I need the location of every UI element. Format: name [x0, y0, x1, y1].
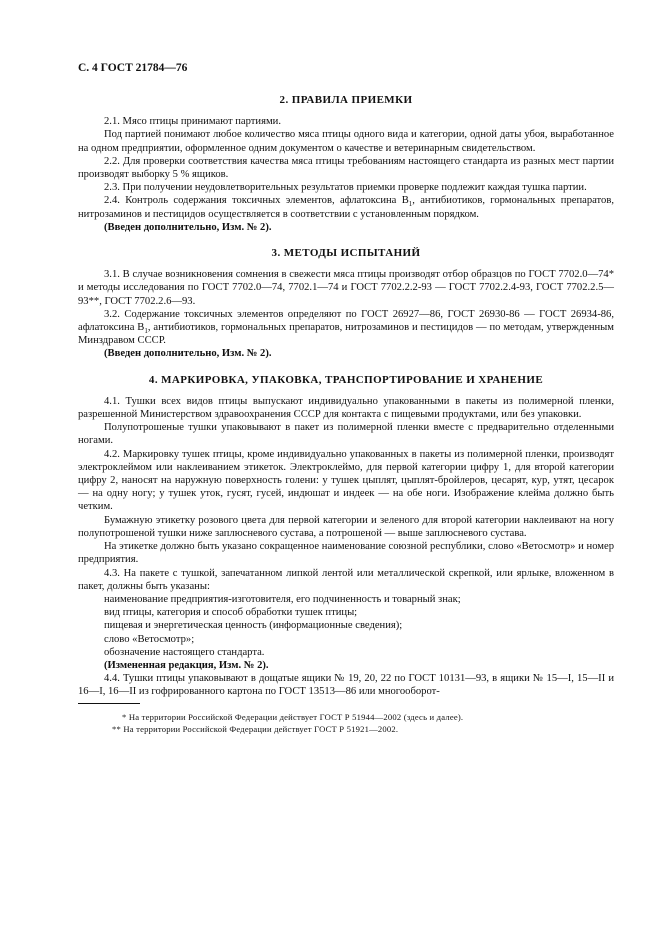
paragraph-2-4-part-b: , антибиотиков, гормональных препаратов, нитрозаминов и пестицидов осуществляется в соответствии с установленным порядком.	[78, 195, 614, 220]
amendment-note-4: (Измененная редакция, Изм. № 2).	[104, 659, 269, 671]
footnote-1: * На территории Российской Федерации действует ГОСТ Р 51944—2002 (здесь и далее).	[122, 711, 464, 722]
subscript-1: 1	[408, 200, 413, 209]
footnote-divider	[78, 703, 140, 704]
paragraph-4-1-half-gutted: Полупотрошеные тушки упаковывают в пакет из полимерной пленки вместе с предварительно отделенными ногами.	[78, 422, 614, 447]
paragraph-2-4-part-a: 2.4. Контроль содержания токсичных элементов, афлатоксина B	[104, 195, 409, 207]
paragraph-4-2: 4.2. Маркировку тушек птицы, кроме индивидуально упакованных в пакеты из полимерной пленки, производят электроклеймом или наклеиванием этикеток. Электроклеймо, для первой категории цифру 1, для второй категории цифру 2, наносят на наружную поверхность голени: у тушек цыплят, цыплят-бройлеров, цесарят, кур, утят, цесарок — на одну ногу; у тушек уток, гусят, гусей, индюшат и индеек — на обе ноги. Изображение клейма должно быть четким.	[78, 448, 614, 513]
list-item: обозначение настоящего стандарта.	[104, 646, 265, 658]
section-3-title: 3. МЕТОДЫ ИСПЫТАНИЙ	[271, 247, 421, 260]
paragraph-3-1: 3.1. В случае возникновения сомнения в свежести мяса птицы производят отбор образцов по ГОСТ 7702.0—74* и методы исследования по ГОСТ 7702.0—74, 7702.1—74 и ГОСТ 7702.2.2-93 — ГОСТ 7702.2.4-93, ГОСТ 7702.2.5—93**, ГОСТ 7702.2.6—93.	[78, 269, 614, 307]
paragraph-2-3: 2.3. При получении неудовлетворительных результатов приемки проверке подлежит каждая тушка партии.	[104, 182, 587, 194]
paragraph-2-4	[78, 194, 614, 220]
section-4-title: 4. МАРКИРОВКА, УПАКОВКА, ТРАНСПОРТИРОВАНИЕ И ХРАНЕНИЕ	[148, 373, 544, 386]
paragraph-4-1: 4.1. Тушки всех видов птицы выпускают индивидуально упакованными в пакеты из полимерной пленки, разрешенной Министерством здравоохранения СССР для контакта с пищевыми продуктами, или без упаковки.	[78, 395, 614, 421]
list-item: слово «Ветосмотр»;	[104, 633, 195, 645]
list-item: пищевая и энергетическая ценность (информационные сведения);	[104, 620, 403, 632]
paragraph-4-4: 4.4. Тушки птицы упаковывают в дощатые ящики № 19, 20, 22 по ГОСТ 10131—93, в ящики № 15—I, 15—II и 16—I, 16—II из гофрированного картона по ГОСТ 13513—86 или многооборот-	[78, 673, 614, 698]
paragraph-4-2-labels: Бумажную этикетку розового цвета для первой категории и зеленого для второй категории наклеивают на ногу полупотрошеной тушки ниже заплюсневого сустава, а потрошеной — выше заплюсневого сустава.	[78, 514, 614, 539]
amendment-note-3: (Введен дополнительно, Изм. № 2).	[104, 348, 272, 360]
paragraph-4-2-label-content: На этикетке должно быть указано сокращенное наименование союзной республики, слово «Ветосмотр» и номер предприятия.	[78, 541, 614, 566]
paragraph-3-2	[78, 308, 614, 348]
amendment-note-2: (Введен дополнительно, Изм. № 2).	[104, 221, 272, 233]
paragraph-4-3: 4.3. На пакете с тушкой, запечатанном липкой лентой или металлической скрепкой, или ярлыке, вложенном в пакет, должны быть указаны:	[78, 567, 614, 592]
document-body	[78, 94, 614, 735]
subscript-1: 1	[144, 327, 148, 336]
paragraph-2-1: 2.1. Мясо птицы принимают партиями.	[104, 116, 281, 128]
paragraph-2-2: 2.2. Для проверки соответствия качества мяса птицы требованиям настоящего стандарта из разных мест партии производят выборку 5 % ящиков.	[78, 155, 614, 181]
paragraph-2-1-definition: Под партией понимают любое количество мяса птицы одного вида и категории, одной даты убоя, выработанное на одном предприятии, оформленное одним документом о качестве и ветеринарным свидетельством.	[78, 129, 614, 154]
footnote-2: ** На территории Российской Федерации действует ГОСТ Р 51921—2002.	[112, 723, 399, 734]
page-header: С. 4 ГОСТ 21784—76	[78, 62, 188, 74]
list-item: наименование предприятия-изготовителя, его подчиненность и товарный знак;	[104, 593, 461, 605]
paragraph-3-2-part-a: 3.2. Содержание токсичных элементов определяют по ГОСТ 26927—86, ГОСТ 26930-86 — ГОСТ 26934-86, афлатоксина B	[78, 308, 614, 334]
section-2-title: 2. ПРАВИЛА ПРИЕМКИ	[279, 94, 413, 106]
list-item: вид птицы, категория и способ обработки тушек птицы;	[104, 607, 358, 619]
paragraph-3-2-part-b: , антибиотиков, гормональных препаратов, нитрозаминов и пестицидов — по методам, утвержденным Минздравом СССР.	[78, 322, 614, 347]
